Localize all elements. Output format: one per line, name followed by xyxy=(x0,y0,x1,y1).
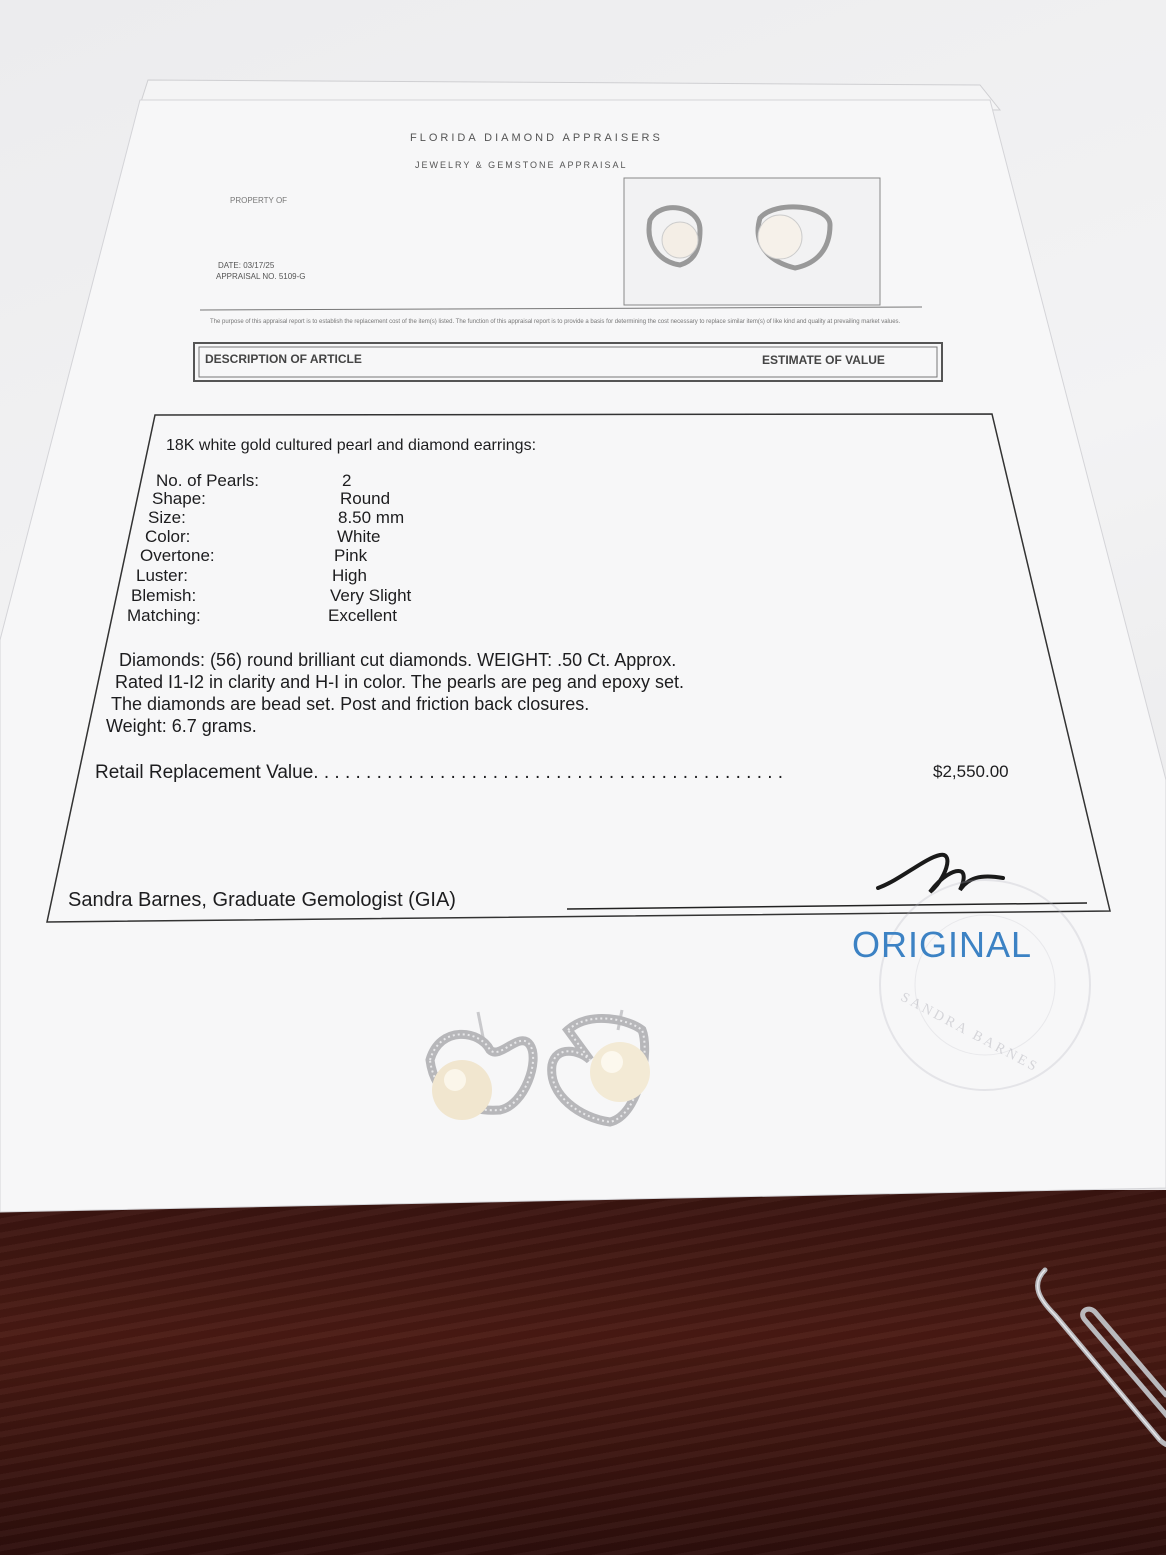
estimate-header: ESTIMATE OF VALUE xyxy=(762,353,885,367)
detail-line: Rated I1-I2 in clarity and H-I in color. The pearls are peg and epoxy set. xyxy=(115,672,684,692)
spec-value: 2 xyxy=(342,471,352,490)
spec-label: Luster: xyxy=(136,566,188,585)
spec-value: Excellent xyxy=(328,606,397,625)
spec-label: Overtone: xyxy=(140,546,215,565)
spec-label: Color: xyxy=(145,527,191,546)
original-stamp: ORIGINAL xyxy=(852,924,1033,965)
purpose-statement: The purpose of this appraisal report is to establish the replacement cost of the item(s) listed. The function of this appraisal report is to provide a basis for determining the cost necessary to replace similar item(s) of like kind and quality at prevailing market values. xyxy=(210,319,901,325)
company-name: FLORIDA DIAMOND APPRAISERS xyxy=(410,132,663,144)
property-of-label: PROPERTY OF xyxy=(230,196,288,205)
item-title: 18K white gold cultured pearl and diamond earrings: xyxy=(166,437,537,454)
paper-clip xyxy=(1038,1270,1166,1446)
seal-text: SANDRA BARNES xyxy=(897,990,1042,1076)
spec-value: Round xyxy=(340,489,391,508)
description-header: DESCRIPTION OF ARTICLE xyxy=(205,352,362,366)
appraisal-number: APPRAISAL NO. 5109-G xyxy=(216,272,306,281)
detail-line: Weight: 6.7 grams. xyxy=(106,716,257,736)
spec-label: Matching: xyxy=(127,606,201,625)
spec-label: No. of Pearls: xyxy=(156,471,259,490)
appraisal-date: DATE: 03/17/25 xyxy=(218,261,275,270)
spec-value: Very Slight xyxy=(330,586,412,605)
spec-value: 8.50 mm xyxy=(338,508,405,527)
retail-replacement-label: Retail Replacement Value. . . . . . . . . . . . . . . . . . . . . . . . . . . . . . . . . . . . . . . . . . . . . xyxy=(95,762,784,783)
spec-value: White xyxy=(337,527,381,546)
appraisal-heading: JEWELRY & GEMSTONE APPRAISAL xyxy=(415,160,628,170)
spec-label: Shape: xyxy=(152,489,206,508)
spec-label: Size: xyxy=(148,508,186,527)
retail-replacement-value: $2,550.00 xyxy=(933,762,1009,781)
spec-label: Blemish: xyxy=(131,586,197,605)
gemologist-signature-line: Sandra Barnes, Graduate Gemologist (GIA) xyxy=(68,889,456,911)
spec-value: High xyxy=(332,566,367,585)
detail-line: The diamonds are bead set. Post and friction back closures. xyxy=(111,694,590,714)
detail-line: Diamonds: (56) round brilliant cut diamonds. WEIGHT: .50 Ct. Approx. xyxy=(119,650,677,670)
spec-value: Pink xyxy=(334,546,368,565)
